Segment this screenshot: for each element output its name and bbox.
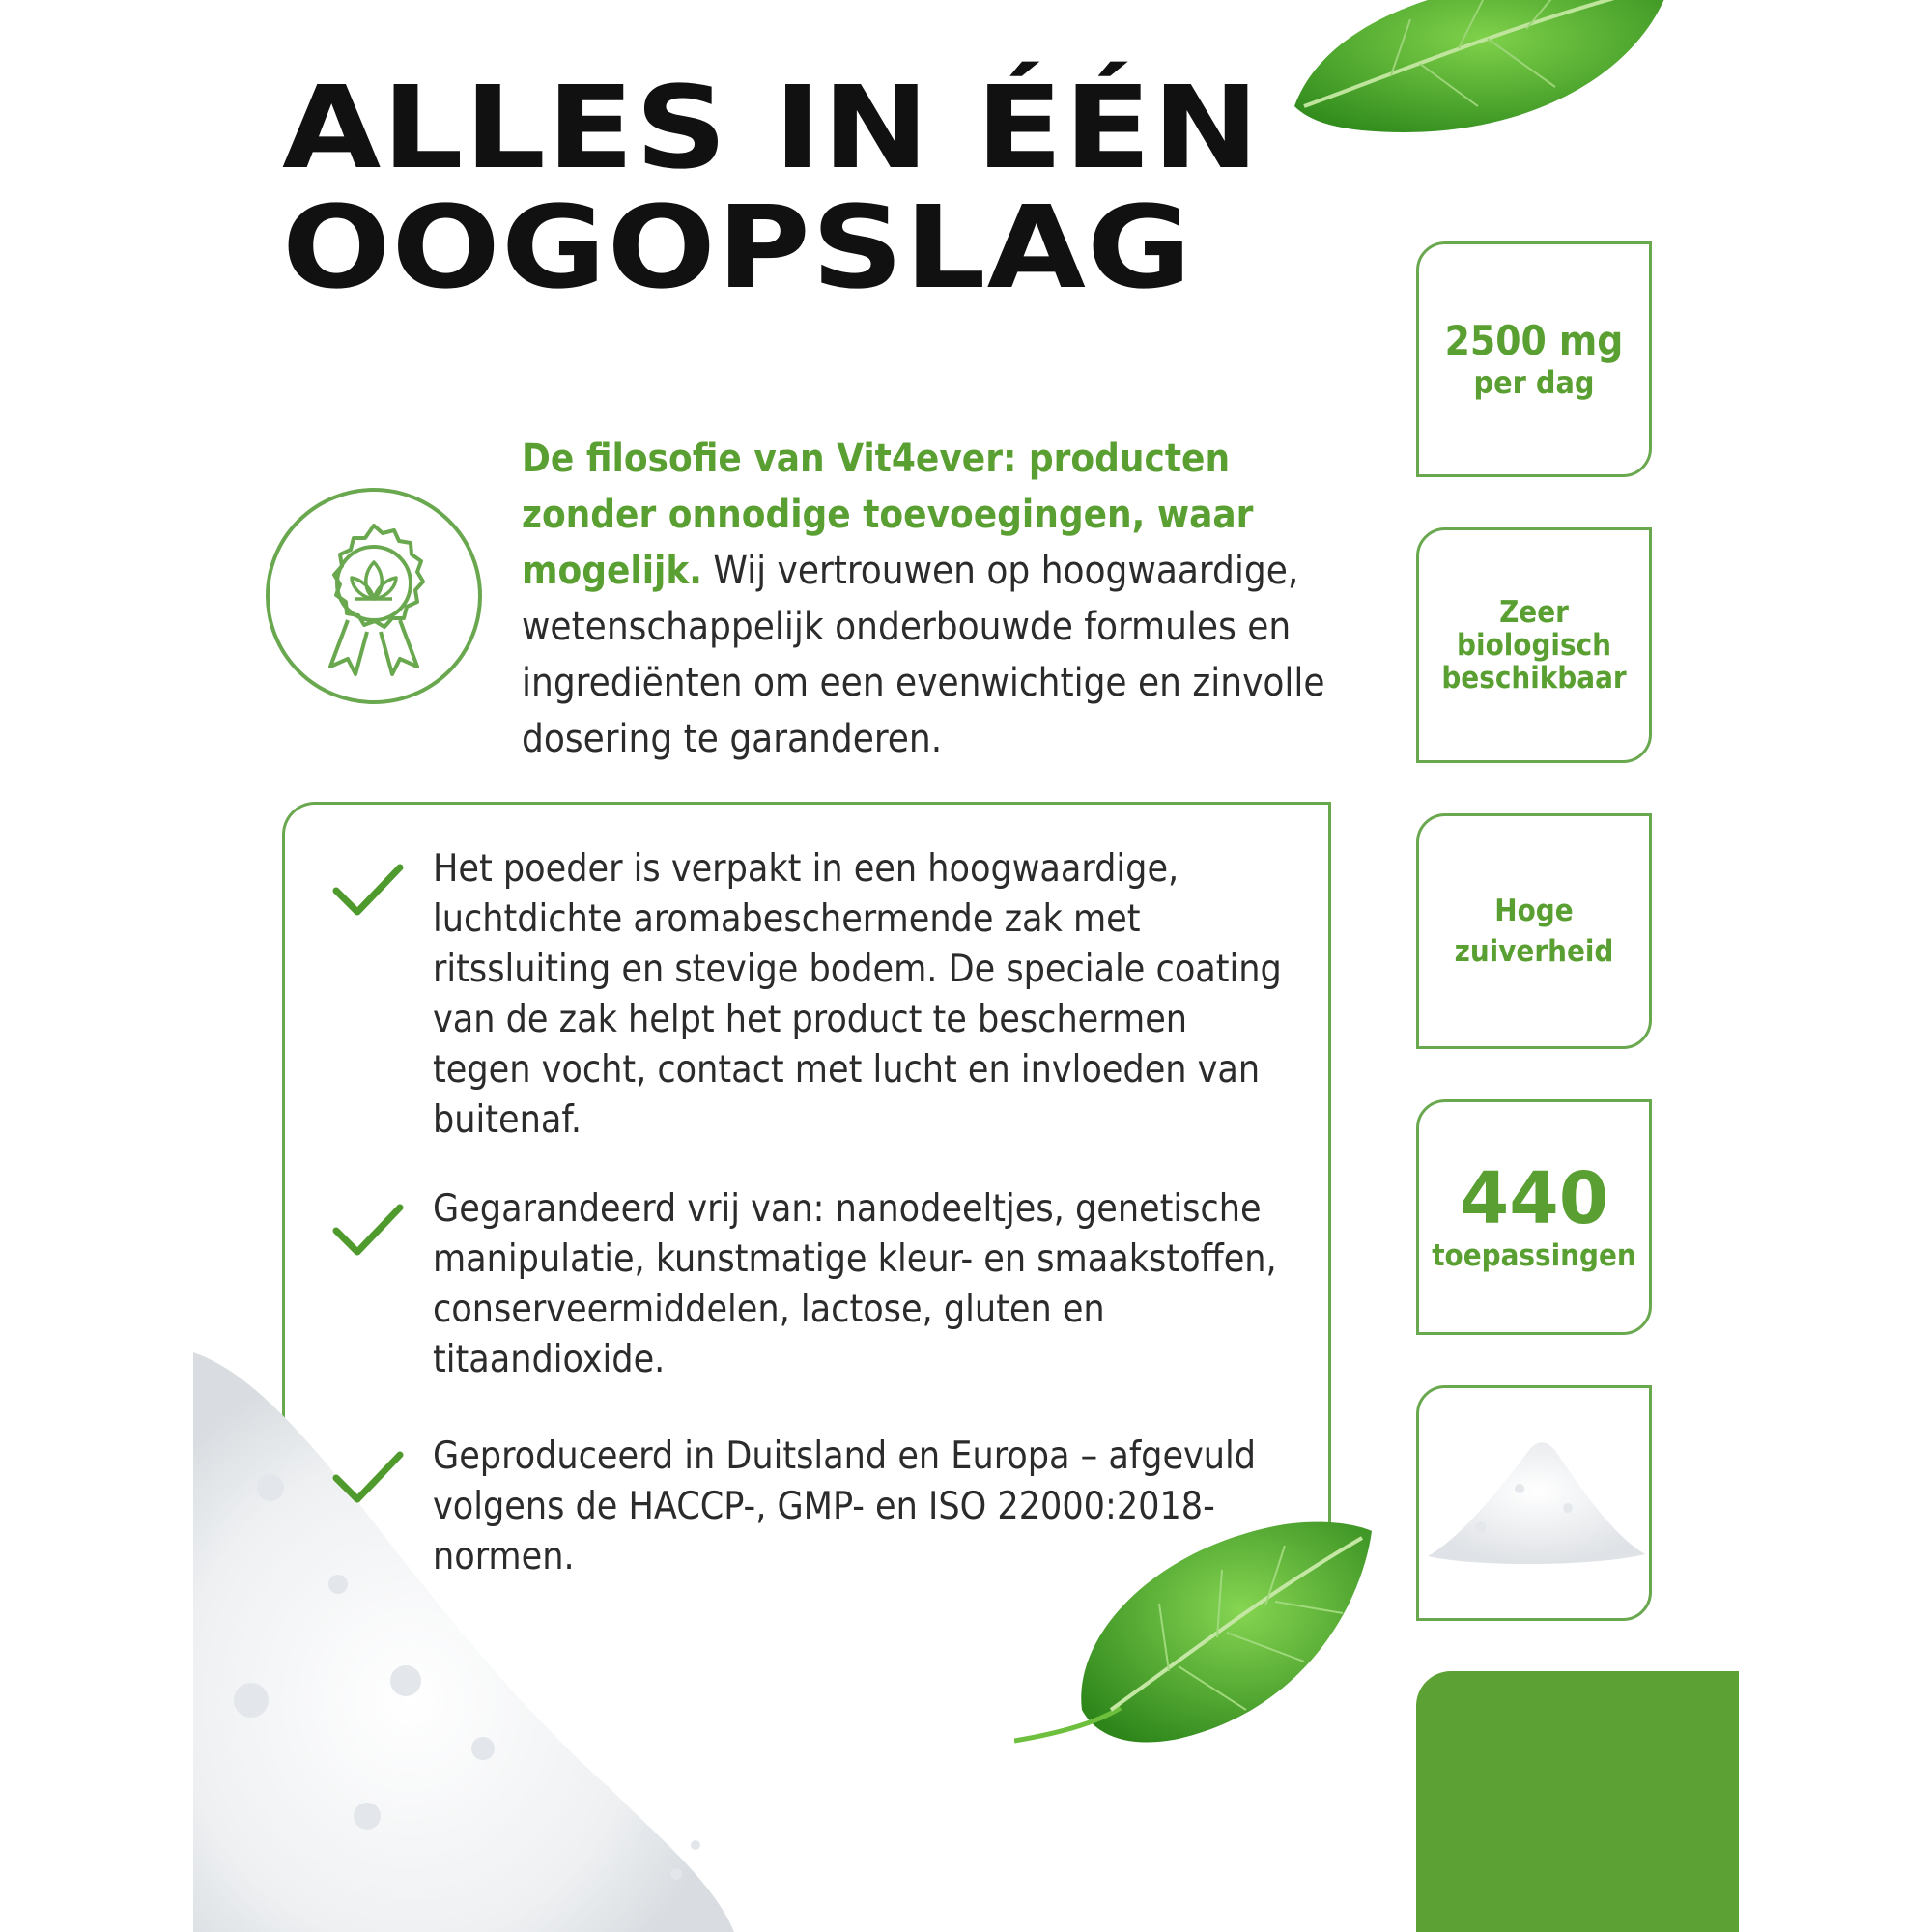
- badge-servings: [1416, 1099, 1652, 1335]
- dose-value: 2500 mg: [1444, 317, 1624, 364]
- powder-thumbnail-icon: [1423, 1431, 1645, 1576]
- feature-item: [328, 1184, 1294, 1385]
- purity-line-2: zuiverheid: [1454, 934, 1614, 969]
- green-panel: [1416, 1671, 1739, 1932]
- title-line-2: OOGOPSLAG: [282, 181, 1193, 314]
- badge-dose: [1416, 242, 1652, 477]
- badge-bioavailability: [1416, 527, 1652, 763]
- bio-line-2: biologisch: [1457, 628, 1611, 663]
- check-icon: [328, 1443, 406, 1511]
- check-icon: [328, 1196, 406, 1264]
- intro-paragraph: [522, 431, 1372, 767]
- feature-text: Geproduceerd in Duitsland en Europa – afgevuld volgens de HACCP-, GMP- en ISO 22000:2018-normen.: [433, 1435, 1257, 1578]
- bio-line-1: Zeer: [1499, 595, 1569, 630]
- check-icon: [328, 856, 406, 923]
- feature-text: Gegarandeerd vrij van: nanodeeltjes, genetische manipulatie, kunstmatige kleur- en smaakstoffen, conserveermiddelen, lactose, gluten en titaandioxide.: [433, 1187, 1277, 1381]
- badge-purity: [1416, 813, 1652, 1049]
- feature-text: Het poeder is verpakt in een hoogwaardige, luchtdichte aromabeschermende zak met ritssluiting en stevige bodem. De speciale coating van de zak helpt het product te beschermen tegen vocht, contact met lucht en invloeden van buitenaf.: [433, 847, 1282, 1142]
- servings-unit: toepassingen: [1432, 1238, 1636, 1273]
- certificate-leaf-icon: [263, 485, 485, 707]
- feature-item: [328, 844, 1294, 1146]
- badge-powder-image: [1416, 1385, 1652, 1621]
- purity-line-1: Hoge: [1494, 894, 1574, 928]
- intro-highlight: De filosofie van Vit4ever: producten zonder onnodige toevoegingen, waar mogelijk.: [522, 437, 1254, 593]
- servings-value: 440: [1459, 1157, 1609, 1240]
- leaf-mid-image: [1014, 1517, 1381, 1758]
- powder-image: [193, 1333, 734, 1932]
- leaf-top-image: [1275, 0, 1681, 145]
- page-title: [282, 61, 1261, 314]
- intro-text: Wij vertrouwen op hoogwaardige, wetenschappelijk onderbouwde formules en ingrediënten om een evenwichtige en zinvolle dosering te garanderen.: [522, 549, 1325, 761]
- dose-unit: per dag: [1473, 364, 1595, 401]
- title-line-1: ALLES IN ÉÉN: [282, 61, 1261, 194]
- bio-line-3: beschikbaar: [1441, 661, 1627, 696]
